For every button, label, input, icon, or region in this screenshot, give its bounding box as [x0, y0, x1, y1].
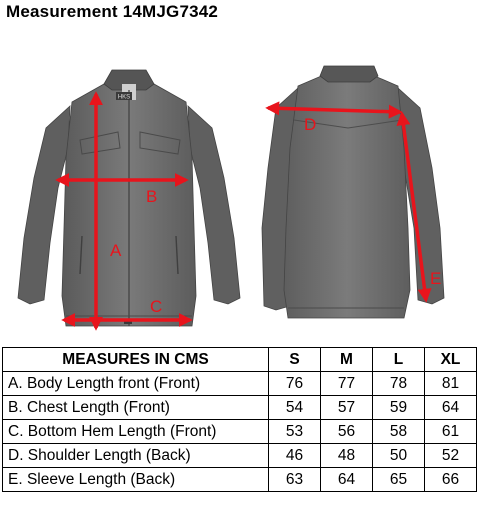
cell-value: 58 — [373, 420, 425, 444]
table-row — [3, 444, 477, 468]
cell-value: 54 — [269, 396, 321, 420]
header-measures: MEASURES IN CMS — [3, 348, 269, 372]
header-size-l: L — [373, 348, 425, 372]
cell-value: 76 — [269, 372, 321, 396]
row-label: D. Shoulder Length (Back) — [3, 444, 269, 468]
measurements-table — [2, 347, 477, 492]
cell-value: 63 — [269, 468, 321, 492]
cell-value: 78 — [373, 372, 425, 396]
page-title: Measurement 14MJG7342 — [6, 2, 219, 21]
table-row — [3, 396, 477, 420]
header-size-m: M — [321, 348, 373, 372]
cell-value: 81 — [425, 372, 477, 396]
cell-value: 65 — [373, 468, 425, 492]
back-collar — [320, 66, 378, 82]
cell-value: 52 — [425, 444, 477, 468]
jacket-illustration — [0, 28, 482, 340]
cell-value: 57 — [321, 396, 373, 420]
cell-value: 64 — [425, 396, 477, 420]
marker-b: B — [146, 187, 158, 206]
cell-value: 66 — [425, 468, 477, 492]
cell-value: 48 — [321, 444, 373, 468]
table-row — [3, 420, 477, 444]
row-label: B. Chest Length (Front) — [3, 396, 269, 420]
row-label: E. Sleeve Length (Back) — [3, 468, 269, 492]
marker-d: D — [304, 115, 317, 134]
cell-value: 50 — [373, 444, 425, 468]
cell-value: 56 — [321, 420, 373, 444]
row-label: A. Body Length front (Front) — [3, 372, 269, 396]
back-jacket — [262, 66, 444, 318]
front-left-sleeve — [18, 106, 70, 304]
marker-c: C — [150, 297, 163, 316]
table-row — [3, 468, 477, 492]
cell-value: 46 — [269, 444, 321, 468]
cell-value: 59 — [373, 396, 425, 420]
marker-e: E — [430, 269, 442, 288]
row-label: C. Bottom Hem Length (Front) — [3, 420, 269, 444]
header-size-xl: XL — [425, 348, 477, 372]
cell-value: 61 — [425, 420, 477, 444]
marker-a: A — [110, 241, 122, 260]
table-header-row — [3, 348, 477, 372]
front-right-sleeve — [188, 106, 240, 304]
front-jacket — [18, 70, 240, 328]
cell-value: 64 — [321, 468, 373, 492]
brand-label: HKS — [117, 94, 131, 101]
cell-value: 53 — [269, 420, 321, 444]
header-size-s: S — [269, 348, 321, 372]
cell-value: 77 — [321, 372, 373, 396]
table-row — [3, 372, 477, 396]
